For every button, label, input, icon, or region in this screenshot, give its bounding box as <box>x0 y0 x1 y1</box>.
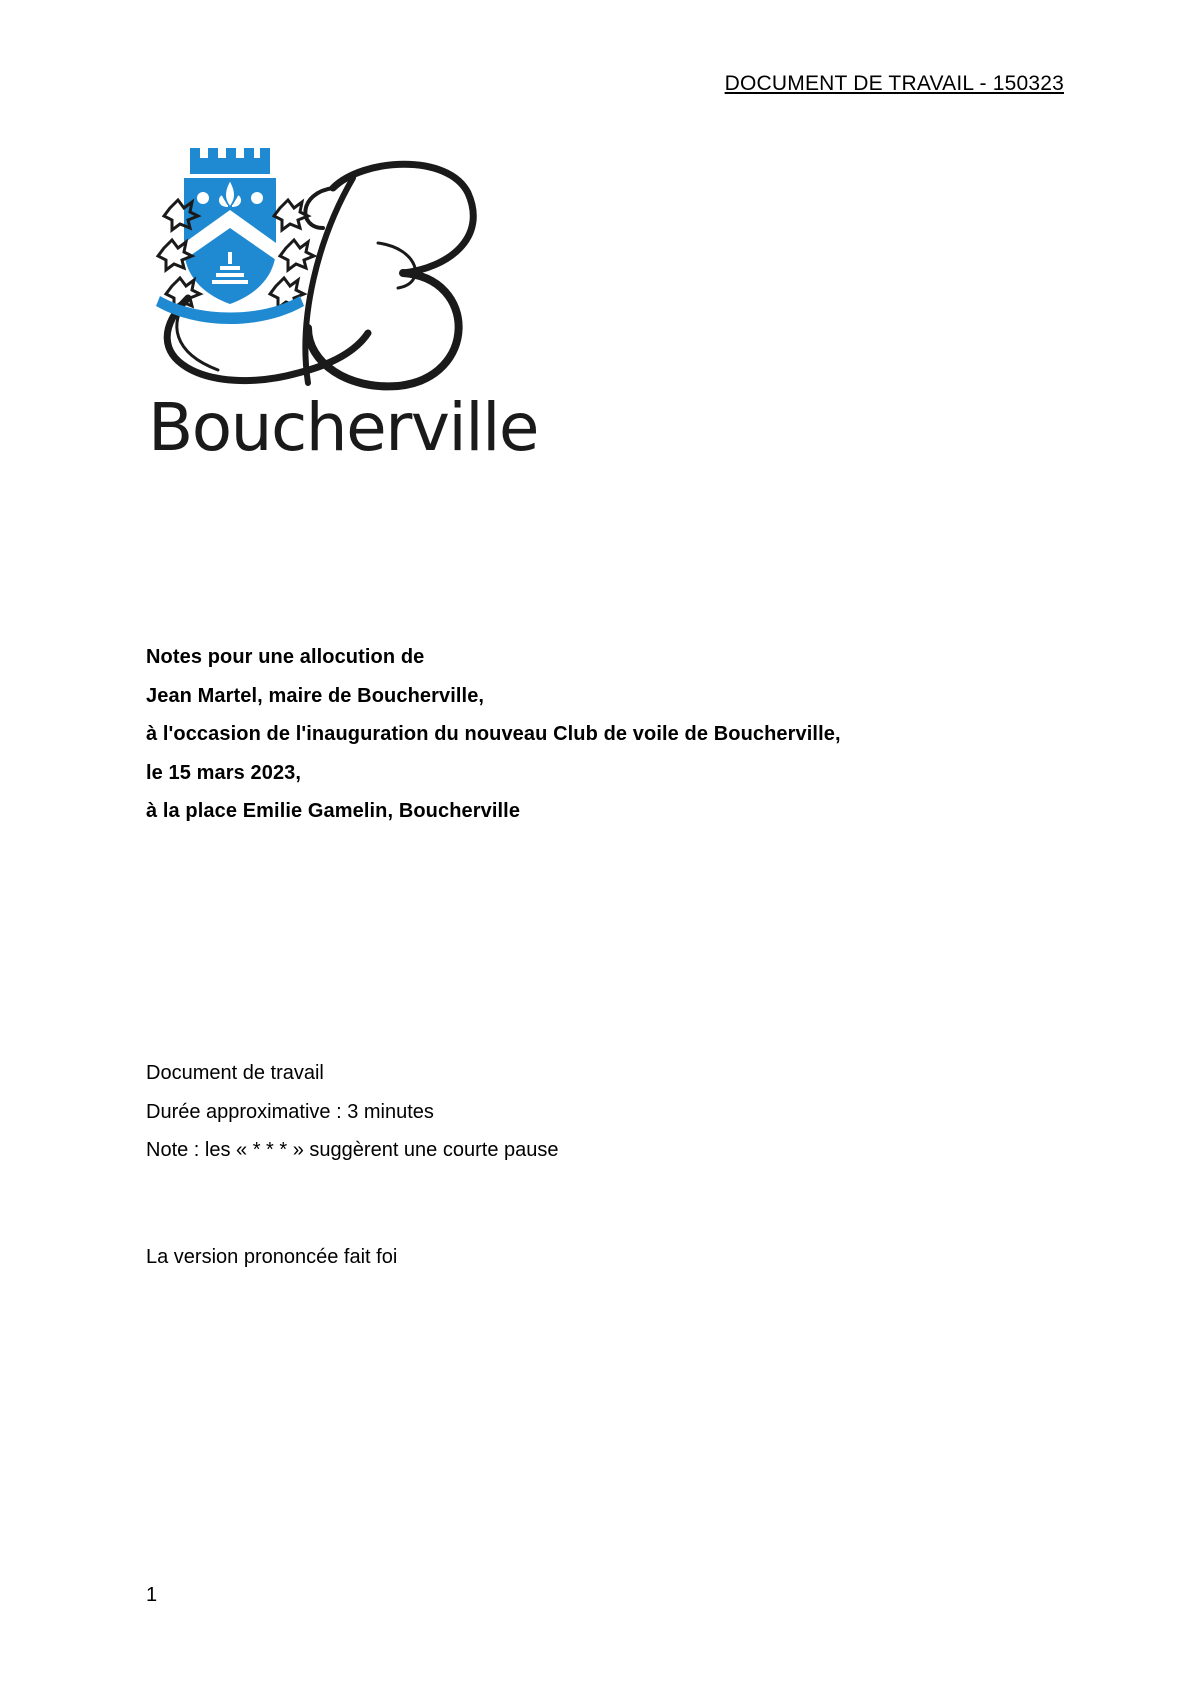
title-line: à la place Emilie Gamelin, Boucherville <box>146 800 521 822</box>
page-number: 1 <box>146 1584 158 1606</box>
document-info-block <box>146 1054 559 1170</box>
title-line: à l'occasion de l'inauguration du nouveau Club de voile de Boucherville, <box>146 723 841 745</box>
title-line: le 15 mars 2023, <box>146 761 302 784</box>
speech-title-block <box>146 638 841 831</box>
version-note: La version prononcée fait foi <box>146 1246 398 1268</box>
title-line: Notes pour une allocution de <box>146 646 425 668</box>
info-line: Note : les « * * * » suggèrent une courte pause <box>146 1139 559 1161</box>
info-line: Document de travail <box>146 1062 324 1084</box>
document-reference-header: DOCUMENT DE TRAVAIL - 150323 <box>724 72 1064 95</box>
title-line: Jean Martel, maire de Boucherville, <box>146 684 485 707</box>
info-line: Durée approximative : 3 minutes <box>146 1100 434 1123</box>
logo-wordmark: Boucherville <box>148 389 539 466</box>
